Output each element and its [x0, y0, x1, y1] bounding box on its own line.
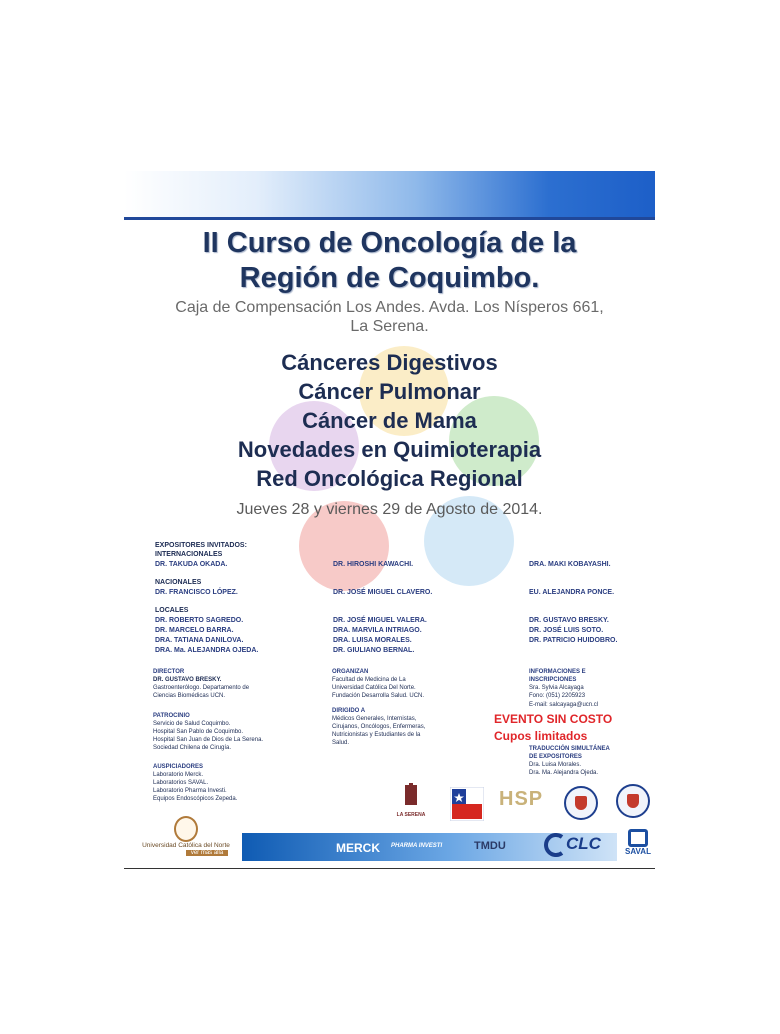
speaker-loc-1-3: DRA. TATIANA DANILOVA.	[155, 637, 244, 644]
traduccion-label-1: TRADUCCIÓN SIMULTÁNEA	[529, 746, 610, 752]
header-divider	[124, 217, 655, 220]
inscripciones-email: E-mail: salcayaga@ucn.cl	[529, 702, 599, 708]
speaker-loc-1-1: DR. ROBERTO SAGREDO.	[155, 617, 244, 624]
international-label: INTERNACIONALES	[155, 551, 223, 558]
traduccion-2: Dra. Ma. Alejandra Ojeda.	[529, 770, 599, 776]
title-line-1: II Curso de Oncología de la	[202, 227, 577, 259]
director-line-1: DR. GUSTAVO BRESKY.	[153, 677, 222, 683]
organizan-1: Facultad de Medicina de La	[332, 677, 406, 683]
header-gradient-band	[124, 171, 655, 217]
speaker-loc-2-2: DRA. MARVILA INTRIAGO.	[333, 627, 422, 634]
patrocinio-3: Hospital San Juan de Dios de La Serena.	[153, 737, 264, 743]
cupos-limitados: Cupos limitados	[494, 729, 588, 743]
speaker-int-2: DR. HIROSHI KAWACHI.	[333, 561, 414, 568]
speaker-loc-1-2: DR. MARCELO BARRA.	[155, 627, 234, 634]
dirigido-label: DIRIGIDO A	[332, 708, 366, 714]
director-line-2: Gastroenterólogo. Departamento de	[153, 685, 250, 691]
speaker-loc-2-3: DRA. LUISA MORALES.	[333, 637, 412, 644]
speaker-nat-3: EU. ALEJANDRA PONCE.	[529, 589, 615, 596]
organizan-3: Fundación Desarrolla Salud. UCN.	[332, 693, 425, 699]
speaker-loc-2-1: DR. JOSÉ MIGUEL VALERA.	[333, 617, 427, 624]
patrocinio-2: Hospital San Pablo de Coquimbo.	[153, 729, 244, 735]
topic-3: Cáncer de Mama	[302, 408, 477, 433]
dirigido-1: Médicos Generales, Internistas,	[332, 716, 417, 722]
patrocinio-4: Sociedad Chilena de Cirugía.	[153, 745, 232, 751]
dirigido-3: Nutricionistas y Estudiantes de la	[332, 732, 421, 738]
clc-logo	[544, 831, 606, 861]
director-line-3: Ciencias Biomédicas UCN.	[153, 693, 226, 699]
venue-line-2: La Serena.	[350, 318, 429, 335]
speaker-nat-2: DR. JOSÉ MIGUEL CLAVERO.	[333, 589, 433, 596]
speaker-loc-3-1: DR. GUSTAVO BRESKY.	[529, 617, 609, 624]
organizan-label: ORGANIZAN	[332, 669, 369, 675]
speaker-loc-2-4: DR. GIULIANO BERNAL.	[333, 647, 415, 654]
clc-logo-text: CLC	[566, 834, 601, 853]
evento-sin-costo: EVENTO SIN COSTO	[494, 712, 613, 726]
tmdu-logo: TMDU	[474, 840, 506, 852]
hospital-seal-logo	[564, 786, 598, 820]
speakers-heading: EXPOSITORES INVITADOS:	[155, 542, 247, 549]
patrocinio-label: PATROCINIO	[153, 713, 190, 719]
saval-logo-text: SAVAL	[625, 847, 651, 856]
ucn-shield-icon	[174, 816, 198, 842]
speaker-loc-3-2: DR. JOSÉ LUIS SOTO.	[529, 627, 604, 634]
ucn-logo	[136, 816, 236, 864]
speaker-nat-1: DR. FRANCISCO LÓPEZ.	[155, 589, 238, 596]
university-seal-logo	[616, 784, 650, 818]
traduccion-label-2: DE EXPOSITORES	[529, 754, 582, 760]
auspiciador-1: Laboratorio Merck.	[153, 772, 204, 778]
topic-1: Cánceres Digestivos	[281, 350, 498, 375]
title-line-2: Región de Coquimbo.	[239, 262, 540, 294]
auspiciadores-label: AUSPICIADORES	[153, 764, 204, 770]
saval-mark-icon	[628, 829, 648, 847]
topic-4: Novedades en Quimioterapia	[237, 437, 542, 462]
topic-5: Red Oncológica Regional	[256, 466, 523, 491]
bottom-divider	[124, 868, 655, 869]
auspiciador-2: Laboratorios SAVAL.	[153, 780, 209, 786]
inscripciones-1: Sra. Sylvia Alcayaga	[529, 685, 584, 691]
saval-logo	[624, 829, 652, 863]
venue-line-1: Caja de Compensación Los Andes. Avda. Los Nísperos 661,	[175, 299, 604, 316]
director-label: DIRECTOR	[153, 669, 185, 675]
inscripciones-label-1: INFORMACIONES E	[529, 669, 586, 675]
hospital-logo-text: LA SERENA	[396, 812, 426, 818]
hsp-logo: HSP	[499, 788, 544, 810]
event-poster	[124, 171, 655, 870]
chile-government-logo	[450, 787, 484, 821]
ucn-name: Universidad Católica del Norte	[142, 842, 230, 849]
patrocinio-1: Servicio de Salud Coquimbo.	[153, 721, 231, 727]
speaker-loc-3-3: DR. PATRICIO HUIDOBRO.	[529, 637, 618, 644]
inscripciones-label-2: INSCRIPCIONES	[529, 677, 577, 683]
hospital-crest-icon	[401, 783, 421, 807]
organizan-2: Universidad Católica Del Norte.	[332, 685, 416, 691]
speaker-int-3: DRA. MAKI KOBAYASHI.	[529, 561, 611, 568]
dirigido-4: Salud.	[332, 740, 350, 746]
speaker-loc-1-4: DRA. Ma. ALEJANDRA OJEDA.	[155, 647, 259, 654]
traduccion-1: Dra. Luisa Morales.	[529, 762, 582, 768]
auspiciador-3: Laboratorio Pharma Investi.	[153, 788, 227, 794]
local-label: LOCALES	[155, 607, 189, 614]
topic-2: Cáncer Pulmonar	[298, 379, 481, 404]
national-label: NACIONALES	[155, 579, 202, 586]
auspiciador-4: Equipos Endoscópicos Zepeda.	[153, 796, 238, 802]
clc-symbol-icon	[544, 833, 566, 857]
ucn-tagline: ver más allá	[186, 850, 228, 856]
speaker-int-1: DR. TAKUDA OKADA.	[155, 561, 228, 568]
pharma-investi-logo: PHARMA INVESTI	[391, 843, 443, 849]
inscripciones-2: Fono: (051) 2205923	[529, 693, 586, 699]
dirigido-2: Cirujanos, Oncólogos, Enfermeras,	[332, 724, 426, 730]
merck-logo: MERCK	[336, 841, 380, 855]
event-dates: Jueves 28 y viernes 29 de Agosto de 2014.	[236, 501, 543, 518]
hospital-la-serena-logo	[394, 783, 428, 821]
